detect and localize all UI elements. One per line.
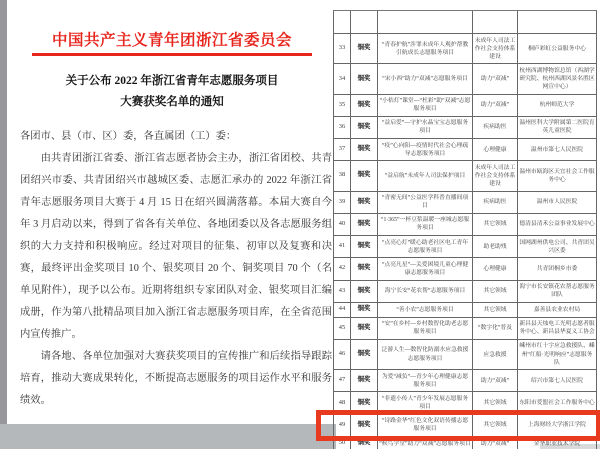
- award-cell: 铜奖: [351, 192, 378, 213]
- notice-body: [12, 126, 332, 412]
- table-row: [333, 161, 597, 191]
- organization-cell: 嵊州市红十字应急救援队、嵊州“红船·光明响应”志愿服务队: [518, 340, 597, 369]
- project-name-cell: “诗路金华”红色文化双语传播志愿服务项目: [378, 415, 473, 436]
- award-cell: 铜奖: [351, 392, 378, 413]
- row-number-cell: 34: [333, 64, 351, 93]
- row-number-cell: 36: [333, 117, 351, 138]
- project-name-cell: “1·365”一杯豆浆温暖一座城志愿服务项目: [378, 214, 473, 235]
- organization-cell: 绍兴市第七人民医院: [518, 370, 597, 391]
- organization-cell: 东阳市爱盟社会工作服务中心: [518, 392, 597, 413]
- award-cell: 铜奖: [351, 34, 378, 63]
- field-cell: 心理健康: [473, 258, 518, 279]
- project-name-cell: “青密无间”公益医学科普直播间项目: [378, 192, 473, 213]
- field-cell: 助力“双减”: [473, 370, 518, 391]
- table-row: [333, 95, 597, 117]
- scan-bottom-edge: [0, 424, 336, 449]
- project-name-cell: “非遗小传人”青少年发展志愿服务项目: [378, 392, 473, 413]
- project-name-cell: “宋小西”助力“双减”志愿服务项目: [378, 64, 473, 93]
- project-name-cell: [378, 11, 473, 33]
- row-number-cell: 33: [333, 34, 351, 63]
- field-cell: 其它领域: [473, 214, 518, 235]
- project-name-cell: “小桔灯”课堂—“杜彩”助“双减”志愿服务项目: [378, 95, 473, 116]
- row-number-cell: 42: [333, 258, 351, 279]
- table-row: [333, 392, 597, 414]
- row-number-cell: 44: [333, 303, 351, 317]
- table-row: [333, 303, 597, 318]
- row-number-cell: 48: [333, 392, 351, 413]
- table-row: [333, 370, 597, 392]
- project-name-cell: “青春护航”涉罪未成年人观护帮教引航成长志愿服务项目: [378, 34, 473, 63]
- table-row: [333, 139, 597, 161]
- row-number-cell: 47: [333, 370, 351, 391]
- table-row: [333, 340, 597, 370]
- table-row: [333, 214, 597, 236]
- award-cell: 铜奖: [351, 340, 378, 369]
- awards-table: [333, 10, 597, 449]
- organization-cell: 杭州师范大学: [518, 95, 597, 116]
- table-row: [333, 281, 597, 303]
- field-cell: 助老助残: [473, 236, 518, 257]
- row-number-cell: 49: [333, 415, 351, 436]
- organization-cell: 金华职业技术学院: [518, 437, 597, 449]
- row-number-cell: 50: [333, 437, 351, 449]
- award-cell: 铜奖: [351, 117, 378, 138]
- field-cell: 助力“双减”: [473, 64, 518, 93]
- notice-title: [12, 71, 332, 114]
- scan-left-edge: [0, 0, 7, 449]
- table-row: [333, 34, 597, 64]
- organization-cell: 国网湖州供电公司、共青团吴兴区委: [518, 236, 597, 257]
- project-name-cell: “益启航”未成年人司法保护项目: [378, 161, 473, 190]
- organization-cell: 嘉善县农业农村局: [518, 303, 597, 317]
- row-number-cell: 35: [333, 95, 351, 116]
- organization-cell: 桐庐彩虹公益服务中心: [518, 34, 597, 63]
- award-cell: 铜奖: [351, 303, 378, 317]
- salutation-line: 各团市、县（市、区）委，各直属团（工）委：: [20, 130, 237, 142]
- organization-cell: 温州市人民医院: [518, 192, 597, 213]
- notice-document: [12, 28, 332, 412]
- award-cell: 铜奖: [351, 258, 378, 279]
- organization-cell: 海宁市长安镇花农帮志愿服务团队: [518, 281, 597, 302]
- organization-cell: 温州医科大学附属第二医院育英儿童医院: [518, 117, 597, 138]
- notice-title-line2: 大赛获奖名单的通知: [120, 96, 224, 109]
- award-cell: 铜奖: [351, 214, 378, 235]
- award-cell: 铜奖: [351, 281, 378, 302]
- award-cell: 铜奖: [351, 64, 378, 93]
- row-number-cell: 39: [333, 192, 351, 213]
- project-name-cell: “候鸟学堂”助力“双减”志愿服务项目: [378, 437, 473, 449]
- table-row: [333, 117, 597, 139]
- body-paragraph-2: 请各地、各单位加强对大赛获奖项目的宣传推广和后续指导跟踪培育，推动大赛成果转化，不断提高志愿服务的项目运作水平和服务绩效。: [20, 350, 332, 406]
- project-name-cell: “益启爱”—守护水晶宝宝志愿服务项目: [378, 117, 473, 138]
- organization-cell: 温州市第七人民医院: [518, 139, 597, 160]
- award-cell: 铜奖: [351, 437, 378, 449]
- field-cell: 助力“双减”: [473, 437, 518, 449]
- project-name-cell: 海宁长安“花农帮”志愿服务项目: [378, 281, 473, 302]
- table-row: [333, 236, 597, 258]
- project-name-cell: “点亮心灯”暖心助老社区电工青年志愿服务项目: [378, 236, 473, 257]
- award-cell: 铜奖: [351, 161, 378, 190]
- organization-cell: 共青团桐乡市委: [518, 258, 597, 279]
- table-row: [333, 437, 597, 449]
- project-name-cell: “善小农”志愿服务项目: [378, 303, 473, 317]
- field-cell: [473, 11, 518, 33]
- row-number-cell: 38: [333, 161, 351, 190]
- organization-cell: [518, 11, 597, 33]
- award-cell: [351, 11, 378, 33]
- award-cell: 铜奖: [351, 318, 378, 339]
- organization-cell: 新昌县天烛电工光明志愿者服务中心、新昌县华夏义工协会: [518, 318, 597, 339]
- row-number-cell: 43: [333, 281, 351, 302]
- organization-cell: 上海财经大学浙江学院: [518, 415, 597, 436]
- row-number-cell: 37: [333, 139, 351, 160]
- project-name-cell: 泛游人生—数智化防溺水应急救援志愿服务项目: [378, 340, 473, 369]
- table-row-highlighted: [333, 415, 597, 437]
- field-cell: 疾病助医: [473, 117, 518, 138]
- award-cell: 铜奖: [351, 139, 378, 160]
- field-cell: 未成年人司法工作社会支持体系建设: [473, 161, 518, 190]
- field-cell: 其它领域: [473, 392, 518, 413]
- notice-title-line1: 关于公布 2022 年浙江省青年志愿服务项目: [65, 75, 279, 87]
- table-row: [333, 64, 597, 94]
- letterhead-org-title: 中国共产主义青年团浙江省委员会: [51, 32, 292, 49]
- project-name-cell: “安”在乡村—乡村数智化助老志愿服务项目: [378, 318, 473, 339]
- organization-cell: 杭州西湖博物馆总馆（西湖学研究院、杭州西湖风景名胜区网宣中心）: [518, 64, 597, 93]
- award-cell: 铜奖: [351, 415, 378, 436]
- project-name-cell: 为爱“减负”—青少年心理健康志愿服务项目: [378, 370, 473, 391]
- field-cell: 心理健康: [473, 139, 518, 160]
- field-cell: 未成年人司法工作社会支持体系建设: [473, 34, 518, 63]
- row-number-cell: 40: [333, 214, 351, 235]
- project-name-cell: “疫”心向阳—疫情时代社会心理疏导志愿服务项目: [378, 139, 473, 160]
- row-number-cell: 41: [333, 236, 351, 257]
- field-cell: 其它领域: [473, 415, 518, 436]
- organization-cell: 德清县清禾公益事业发展中心: [518, 214, 597, 235]
- field-cell: 助力“双减”: [473, 95, 518, 116]
- row-number-cell: [333, 11, 351, 33]
- table-row: [333, 11, 597, 34]
- field-cell: 应急救援: [473, 340, 518, 369]
- field-cell: 其它领域: [473, 303, 518, 317]
- field-cell: 疾病助医: [473, 192, 518, 213]
- award-cell: 铜奖: [351, 236, 378, 257]
- table-row: [333, 318, 597, 340]
- field-cell: 其它领域: [473, 281, 518, 302]
- award-cell: 铜奖: [351, 95, 378, 116]
- table-row: [333, 258, 597, 280]
- letterhead-red-rule: [32, 53, 312, 56]
- project-name-cell: “点亮凡星”—关爱困境儿童心理健康志愿服务项目: [378, 258, 473, 279]
- organization-cell: 温州市瓯海区天宜社会工作服务中心: [518, 161, 597, 190]
- field-cell: “数字化”普及: [473, 318, 518, 339]
- body-paragraph-1: 由共青团浙江省委、浙江省志愿者协会主办，浙江省团校、共青团绍兴市委、共青团绍兴市越城区委、志愿汇承办的 2022 年浙江省青年志愿服务项目大赛于 4 月 15 日在绍兴圆满落幕。本届大赛自今年 3 月启动以来，得到了省各有关单位、各地团委以及各志愿服务组织的大力支持和积极响应。经过对项目的征集、初审以及复赛和决赛，最终评出金奖项目 10 个、银奖项目 20 个、铜奖项目 70 个（名单见附件），现予以公布。近期将组织专家团队对金、银奖项目汇编成册，作为第八批精品项目加入浙江省志愿服务项目库，在全省范围内宣传推广。: [20, 152, 332, 340]
- award-cell: 铜奖: [351, 370, 378, 391]
- row-number-cell: 46: [333, 340, 351, 369]
- table-row: [333, 192, 597, 214]
- row-number-cell: 45: [333, 318, 351, 339]
